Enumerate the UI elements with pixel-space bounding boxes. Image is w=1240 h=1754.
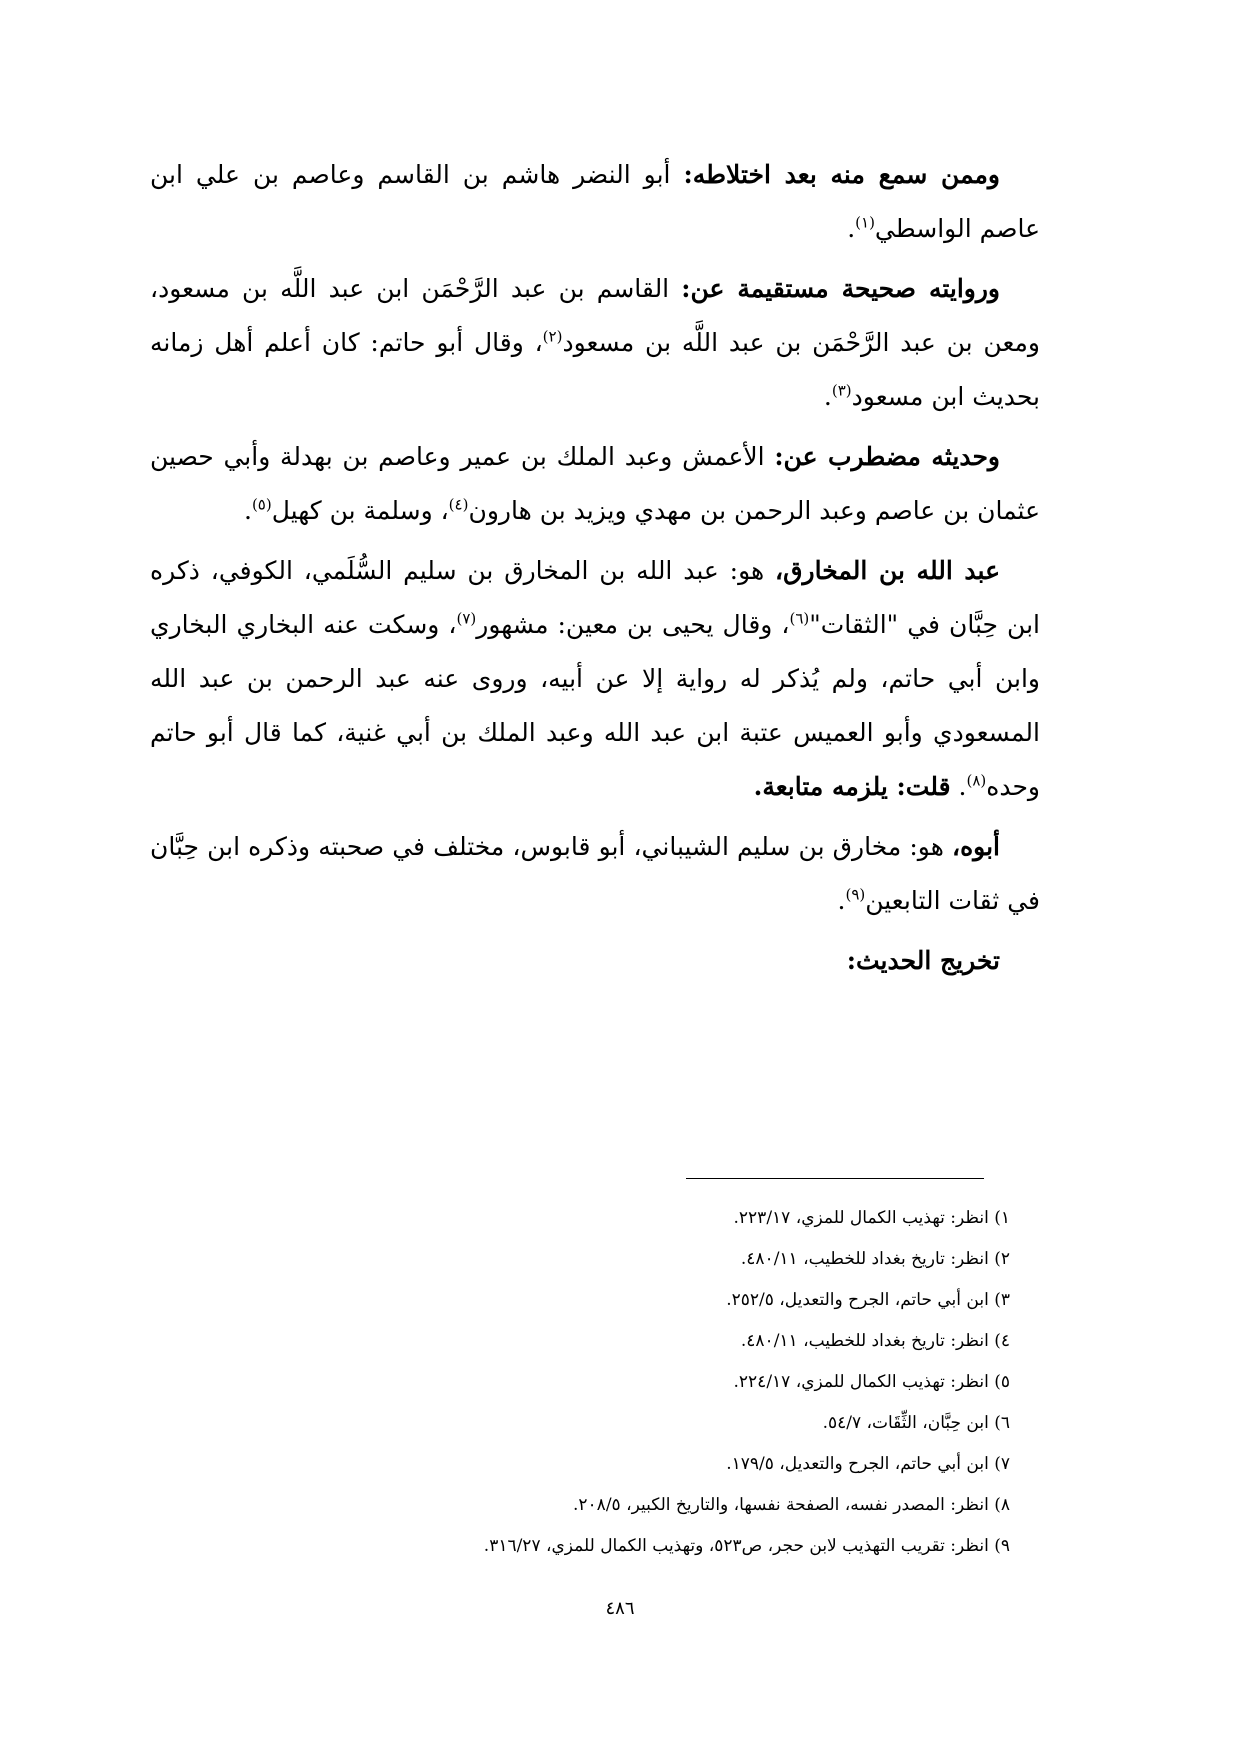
paragraph-narrators-after-confusion (150, 148, 1040, 256)
footnote-ref[interactable]: (٦) (789, 609, 810, 628)
footnote-item: ١) انظر: تهذيب الكمال للمزي، ٢٢٣/١٧. (733, 1208, 1010, 1228)
footnote-ref[interactable]: (٩) (845, 885, 866, 904)
footnote-ref[interactable]: (٥) (251, 495, 272, 514)
footnote-item: ٨) انظر: المصدر نفسه، الصفحة نفسها، والتاريخ الكبير، ٢٠٨/٥. (573, 1495, 1010, 1515)
paragraph-text: . (823, 382, 832, 411)
footnote-ref[interactable]: (٣) (831, 381, 852, 400)
paragraph-sound-narration (150, 262, 1040, 424)
paragraph-abdullah-ibn-al-mukhariq (150, 544, 1040, 814)
paragraph-text: ، وقال يحيى بن معين: مشهور (476, 610, 790, 639)
footnote-ref[interactable]: (١) (855, 213, 875, 232)
footnote-ref[interactable]: (٤) (448, 495, 469, 514)
paragraph-text: أبو النضر هاشم بن القاسم وعاصم بن علي ابن عاصم الواسطي (150, 160, 1040, 243)
main-text (150, 148, 1040, 988)
footnote-item: ٢) انظر: تاريخ بغداد للخطيب، ٤٨٠/١١. (740, 1249, 1010, 1269)
paragraph-text: ، وقال أبو حاتم: كان أعلم أهل زمانه بحديث ابن مسعود (150, 328, 1040, 411)
paragraph-lead: أبوه، (952, 832, 1000, 861)
paragraph-text: الأعمش وعبد الملك بن عمير وعاصم بن بهدلة وأبي حصين عثمان بن عاصم وعبد الرحمن بن مهدي ويزيد بن هارون (150, 442, 1040, 525)
footnote-item: ٤) انظر: تاريخ بغداد للخطيب، ٤٨٠/١١. (740, 1331, 1010, 1351)
footnote-item: ٧) ابن أبي حاتم، الجرح والتعديل، ١٧٩/٥. (726, 1454, 1010, 1474)
paragraph-text: . (950, 772, 967, 801)
verdict-bold-text: قلت: يلزمه متابعة. (753, 772, 951, 801)
paragraph-text: ، وسكت عنه البخاري البخاري وابن أبي حاتم، ولم يُذكر له رواية إلا عن أبيه، وروى عنه عبد الرحمن بن عبد الله المسعودي وأبو العميس عتبة ابن عبد الله وعبد الملك بن أبي غنية، كما قال أبو حاتم وحده (150, 610, 1040, 801)
footnote-ref[interactable]: (٨) (966, 771, 987, 790)
paragraph-text: . (847, 214, 856, 243)
paragraph-lead: عبد الله بن المخارق، (775, 556, 1000, 585)
page-number: ٤٨٦ (605, 1598, 635, 1619)
paragraph-text: . (243, 496, 252, 525)
paragraph-lead: وحديثه مضطرب عن: (774, 442, 1000, 471)
footnote-divider (686, 1178, 984, 1179)
paragraph-text: ، وسلمة بن كهيل (271, 496, 449, 525)
paragraph-text: هو: عبد الله بن المخارق بن سليم السُّلَمي، الكوفي، ذكره ابن حِبَّان في "الثقات" (150, 556, 1040, 639)
paragraph-text: القاسم بن عبد الرَّحْمَن ابن عبد اللَّه بن مسعود، ومعن بن عبد الرَّحْمَن بن عبد اللَّه بن مسعود (150, 274, 1040, 357)
paragraph-text: . (837, 886, 846, 915)
footnote-item: ٥) انظر: تهذيب الكمال للمزي، ٢٢٤/١٧. (733, 1372, 1010, 1392)
paragraph-disturbed-narration (150, 430, 1040, 538)
paragraph-lead: وممن سمع منه بعد اختلاطه: (683, 160, 1000, 189)
section-heading: تخريج الحديث: (846, 946, 1000, 975)
footnote-item: ٩) انظر: تقريب التهذيب لابن حجر، ص٥٢٣، وتهذيب الكمال للمزي، ٣١٦/٢٧. (483, 1536, 1010, 1556)
footnote-ref[interactable]: (٢) (542, 327, 563, 346)
paragraph-lead: وروايته صحيحة مستقيمة عن: (681, 274, 1001, 303)
footnote-item: ٣) ابن أبي حاتم، الجرح والتعديل، ٢٥٢/٥. (726, 1290, 1010, 1310)
paragraph-his-father (150, 820, 1040, 928)
footnote-ref[interactable]: (٧) (456, 609, 477, 628)
footnote-item: ٦) ابن حِبَّان، الثِّقَات، ٥٤/٧. (822, 1413, 1010, 1433)
paragraph-text: هو: مخارق بن سليم الشيباني، أبو قابوس، مختلف في صحبته وذكره ابن حِبَّان في ثقات التابعين (150, 832, 1040, 915)
footnotes (150, 1198, 1010, 1567)
